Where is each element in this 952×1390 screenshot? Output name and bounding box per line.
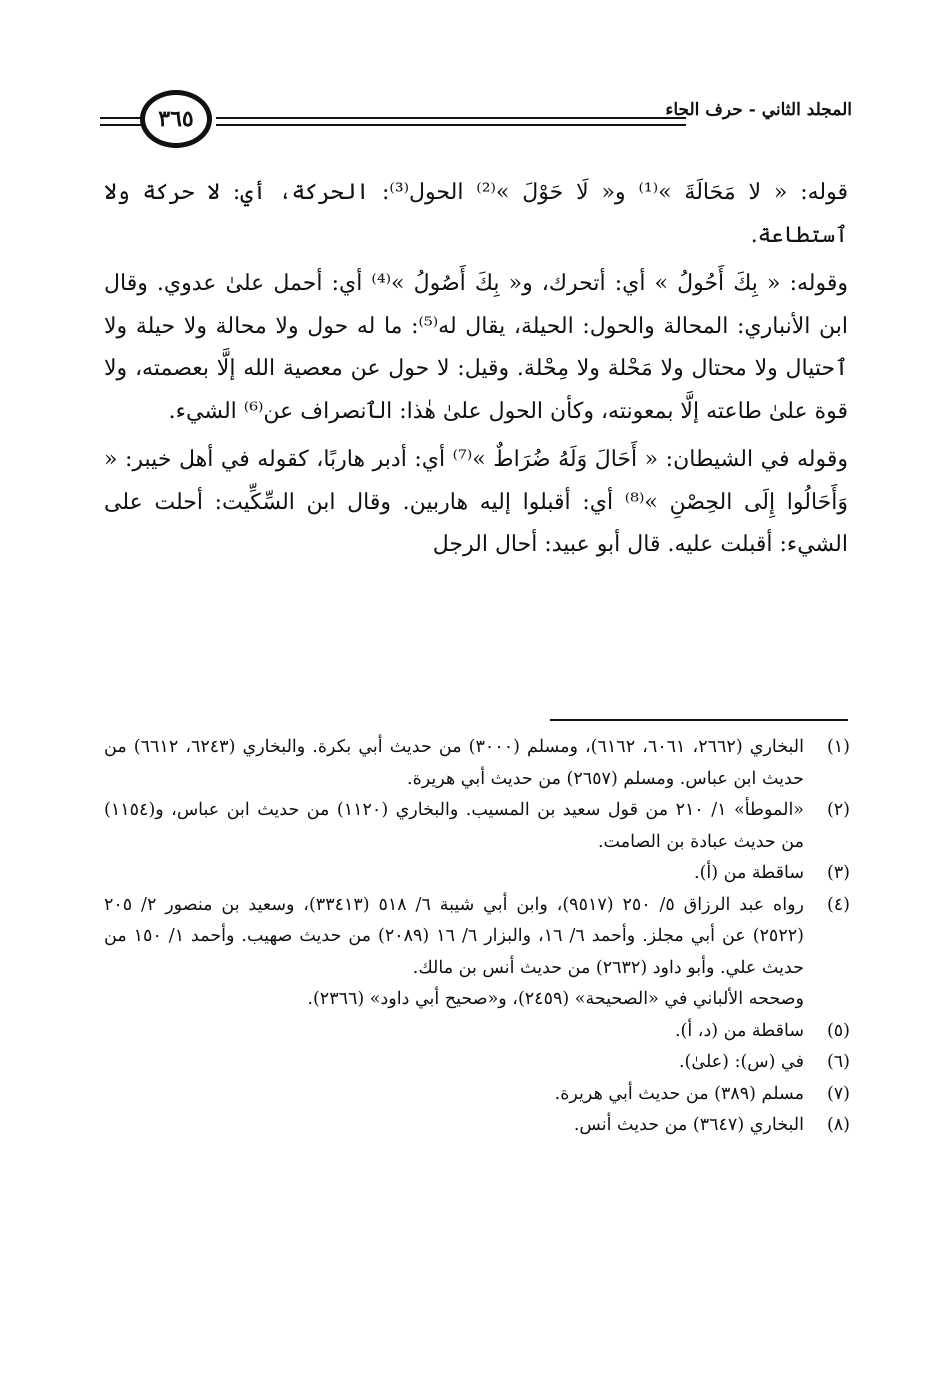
footnotes — [104, 732, 850, 1142]
footnote-number: (٥) — [826, 1020, 850, 1041]
page-number: ٣٦٥ — [140, 90, 212, 148]
footnote — [104, 1110, 850, 1142]
footnote — [104, 1079, 850, 1111]
footnote-number: (١) — [826, 737, 850, 757]
footnote-text: وصححه الألباني في «الصحيحة» (٢٤٥٩)، و«صحيح أبي داود» (٢٣٦٦). — [307, 989, 804, 1009]
paragraph: وقوله: « بِكَ أَحُولُ » أي: أتحرك، و« بِكَ أَصُولُ »⁽⁴⁾ أي: أحمل علىٰ عدوي. وقال ابن الأنباري: المحالة والحول: الحيلة، يقال له⁽⁵⁾: ما له حول ولا محالة ولا حيلة ولا ٱحتيال ولا محتال ولا مَحْلة ولا مِحْلة. وقيل: لا حول عن معصية الله إلَّا بعصمته، ولا قوة علىٰ طاعته إلَّا بمعونته، وكأن الحول علىٰ هٰذا: الٱنصراف عن⁽⁶⁾ الشيء. — [104, 271, 848, 424]
header-rule — [216, 124, 686, 126]
page-header — [100, 88, 852, 158]
footnote-text: البخاري (٣٦٤٧) من حديث أنس. — [573, 1115, 804, 1135]
footnote-text: ساقطة من (د، أ). — [674, 1020, 804, 1041]
header-rule — [100, 124, 146, 126]
footnote-text: رواه عبد الرزاق ٥/ ٢٥٠ (٩٥١٧)، وابن أبي شيبة ٦/ ٥١٨ (٣٣٤١٣)، وسعيد بن منصور ٢/ ٢٠٥ (٢٥٢٢) عن أبي مجلز. وأحمد ٦/ ١٦، والبزار ٦/ ١٦ (٢٠٨٩) من حديث صهيب. وأحمد ١/ ١٥٠ من حديث علي. وأبو داود (٢٦٣٢) من حديث أنس بن مالك. — [104, 894, 804, 978]
footnote-text: في (س): (علىٰ). — [678, 1052, 804, 1072]
main-text — [104, 172, 848, 573]
footnote-divider — [550, 719, 848, 721]
footnote — [104, 890, 850, 985]
paragraph: وقوله في الشيطان: « أَحَالَ وَلَهُ ضُرَاطٌ »⁽⁷⁾ أي: أدبر هاربًا، كقوله في أهل خيبر: « وَأَحَالُوا إِلَى الحِصْنِ »⁽⁸⁾ أي: أقبلوا إليه هاربين. وقال ابن السِّكِّيت: أحلت على الشيء: أقبلت عليه. قال أبو عبيد: أحال الرجل — [104, 447, 848, 557]
footnote — [104, 1047, 850, 1079]
running-title: المجلد الثاني - حرف الحاء — [665, 100, 852, 120]
footnote-number — [804, 984, 850, 1016]
footnote — [104, 858, 850, 890]
footnote-number: (٤) — [826, 894, 850, 915]
footnote-number: (٢) — [826, 800, 850, 820]
footnote-continuation — [104, 984, 850, 1016]
footnote-number: (٦) — [826, 1052, 850, 1072]
footnote-text: مسلم (٣٨٩) من حديث أبي هريرة. — [554, 1083, 804, 1104]
paragraph: قوله: « لا مَحَالَةَ »⁽¹⁾ و« لَا حَوْلَ »⁽²⁾ الحول⁽³⁾: الحركة، أي: لا حركة ولا ٱستطاعة. — [104, 180, 849, 248]
footnote — [104, 732, 850, 795]
footnote-number: (٨) — [826, 1115, 850, 1135]
footnote-number: (٣) — [826, 863, 850, 883]
footnote-number: (٧) — [826, 1083, 850, 1104]
header-rule — [216, 117, 686, 119]
footnote — [104, 1016, 850, 1048]
footnote — [104, 795, 850, 858]
footnote-text: البخاري (٢٦٦٢، ٦٠٦١، ٦١٦٢)، ومسلم (٣٠٠٠) من حديث أبي بكرة. والبخاري (٦٢٤٣، ٦٦١٢) من حديث ابن عباس. ومسلم (٢٦٥٧) من حديث أبي هريرة. — [104, 737, 805, 789]
footnote-text: ساقطة من (أ). — [694, 863, 804, 883]
footnote-text: «الموطأ» ١/ ٢١٠ من قول سعيد بن المسيب. والبخاري (١١٢٠) من حديث ابن عباس، و(١١٥٤) من حديث عبادة بن الصامت. — [104, 800, 805, 852]
